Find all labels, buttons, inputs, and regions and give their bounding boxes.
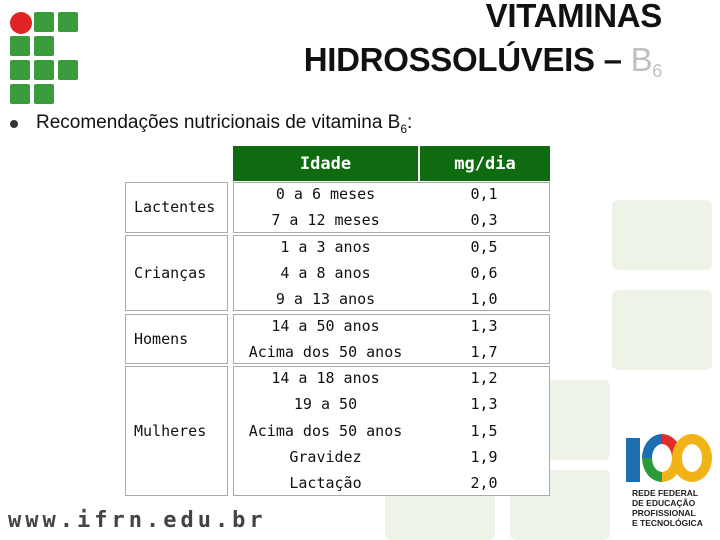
- dose-cell: 1,0: [470, 290, 498, 309]
- dose-cell: 0,1: [470, 185, 498, 203]
- header-idade: Idade: [233, 146, 418, 181]
- if-logo: [10, 12, 82, 104]
- bullet-dot-icon: [10, 120, 18, 128]
- group-label-mulheres: Mulheres: [125, 366, 228, 496]
- table-row: [233, 339, 550, 365]
- age-cell: 1 a 3 anos: [280, 237, 371, 256]
- centenary-logo-line: E TECNOLÓGICA: [632, 518, 703, 528]
- title-line-1: VITAMINAS: [485, 0, 662, 34]
- header-mg-dia: mg/dia: [418, 146, 550, 181]
- dose-cell: 1,7: [470, 342, 498, 361]
- watermark-square: [612, 200, 712, 270]
- table-row: [233, 286, 550, 312]
- dose-cell: 1,2: [470, 369, 498, 388]
- title-b6: $B_6$: [630, 41, 662, 81]
- age-cell: Lactação: [289, 474, 362, 493]
- dose-cell: 0,3: [470, 211, 498, 230]
- dose-cell: 2,0: [470, 474, 498, 493]
- age-cell: 9 a 13 anos: [275, 290, 376, 309]
- table-row: [233, 181, 550, 207]
- age-cell: Gravidez: [289, 448, 362, 466]
- age-cell: 4 a 8 anos: [280, 263, 371, 282]
- dose-cell: 1,3: [470, 395, 498, 414]
- centenary-logo-line: REDE FEDERAL: [632, 488, 699, 498]
- dose-cell: 0,6: [470, 263, 498, 282]
- centenary-logo-line: PROFISSIONAL: [632, 508, 696, 518]
- age-cell: 14 a 50 anos: [271, 316, 380, 335]
- group-label-crianças: Crianças: [125, 235, 228, 312]
- table-row: [233, 207, 550, 233]
- website-url: www.ifrn.edu.br: [8, 508, 267, 533]
- title-line-2: HIDROSSOLÚVEIS –: [303, 41, 631, 78]
- age-cell: 14 a 18 anos: [271, 369, 380, 388]
- bullet-text: Recomendações nutricionais de vitamina $B_6$:: [36, 112, 413, 136]
- age-cell: 0 a 6 meses: [275, 185, 376, 203]
- dose-cell: 0,5: [470, 237, 498, 256]
- slide-title: [304, 0, 662, 93]
- watermark-square: [612, 290, 712, 370]
- table-row: [233, 444, 550, 470]
- age-cell: 19 a 50: [293, 395, 358, 414]
- table-row: [233, 234, 550, 260]
- table-row: [233, 313, 550, 339]
- bullet-item: [10, 112, 412, 136]
- group-label-lactentes: Lactentes: [125, 182, 228, 233]
- age-cell: Acima dos 50 anos: [248, 421, 403, 440]
- centenary-logo-line: DE EDUCAÇÃO: [632, 498, 696, 508]
- age-cell: 7 a 12 meses: [271, 211, 380, 230]
- age-cell: Acima dos 50 anos: [248, 342, 403, 361]
- table-row: [233, 260, 550, 286]
- table-row: [233, 470, 550, 496]
- table-row: [233, 418, 550, 444]
- table-row: [233, 365, 550, 391]
- dose-cell: 1,3: [470, 316, 498, 335]
- dose-cell: 1,9: [470, 448, 498, 466]
- centenary-logo: [626, 434, 714, 534]
- dose-cell: 1,5: [470, 421, 498, 440]
- table-row: [233, 391, 550, 417]
- group-label-homens: Homens: [125, 314, 228, 365]
